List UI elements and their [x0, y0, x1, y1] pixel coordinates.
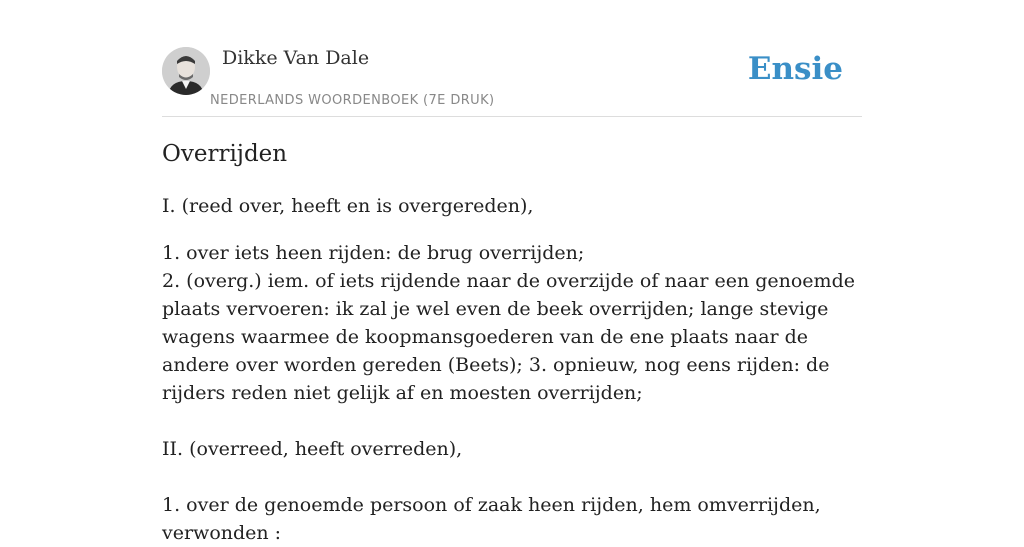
entry-body: [162, 192, 862, 547]
entry-header: [162, 0, 862, 117]
author-avatar[interactable]: [162, 47, 210, 95]
entry-paragraph: 1. over de genoemde persoon of zaak heen rijden, hem omverrijden, verwonden :: [162, 494, 821, 544]
portrait-icon: [162, 47, 210, 95]
brand-logo[interactable]: Ensie: [747, 51, 843, 87]
entry-paragraph: 1. over iets heen rijden: de brug overrijden;: [162, 242, 585, 264]
author-name[interactable]: Dikke Van Dale: [222, 47, 370, 69]
spacer: [162, 463, 862, 491]
page-container: [162, 0, 862, 544]
entry-paragraph: 2. (overg.) iem. of iets rijdende naar de overzijde of naar een genoemde plaats vervoeren: ik zal je wel even de beek overrijden; lange stevige wagens waarmee de koopmansgoederen van de ene plaats naar de andere over worden gereden (Beets); 3. opnieuw, nog eens rijden: de rijders reden niet gelijk af en moesten overrijden;: [162, 270, 855, 404]
entry-title: Overrijden: [162, 141, 288, 167]
spacer: [162, 407, 862, 435]
entry-paragraph: I. (reed over, heeft en is overgereden),: [162, 195, 534, 217]
entry-paragraph: II. (overreed, heeft overreden),: [162, 438, 463, 460]
spacer: [162, 220, 862, 239]
source-label: NEDERLANDS WOORDENBOEK (7E DRUK): [210, 93, 495, 108]
